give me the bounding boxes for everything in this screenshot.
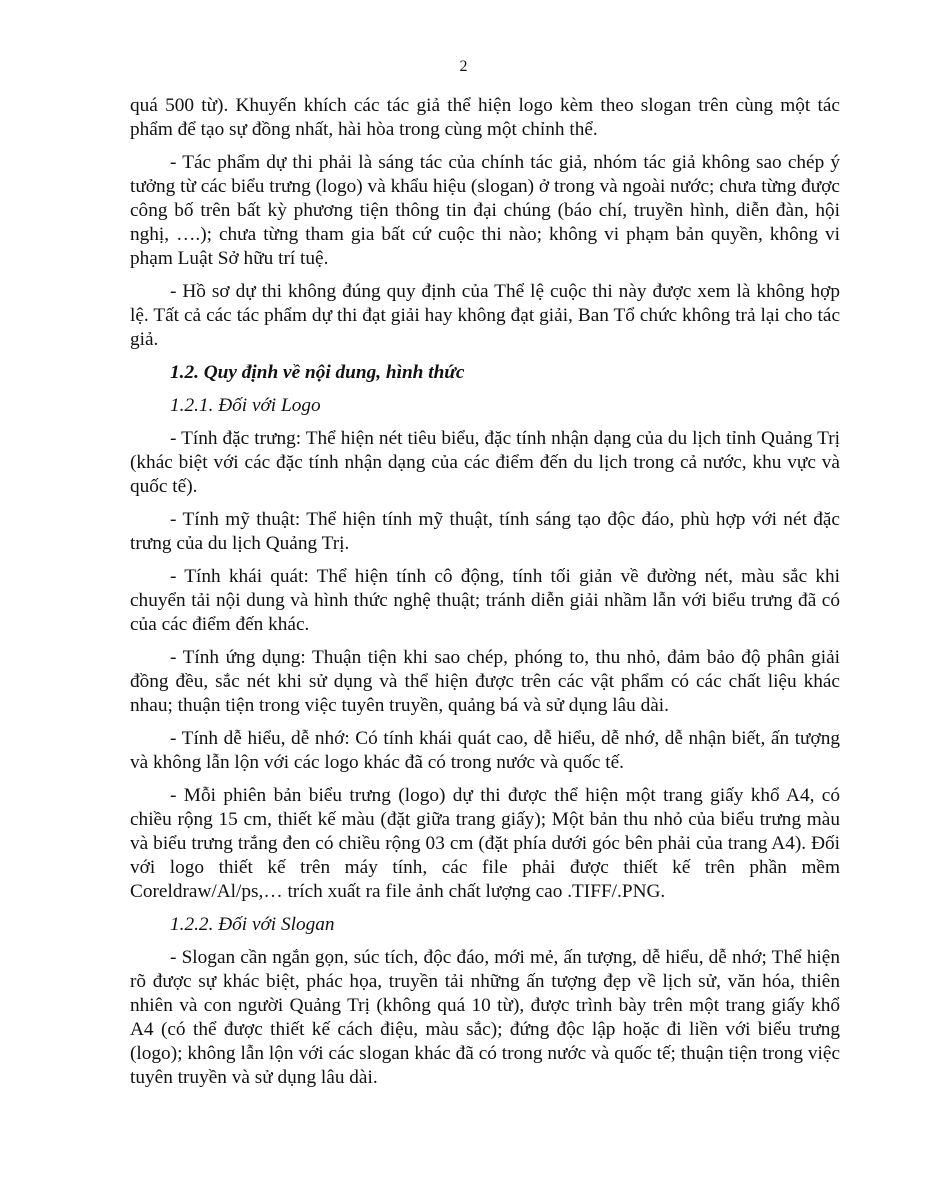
- paragraph-logo-memorability: - Tính dễ hiểu, dễ nhớ: Có tính khái quát cao, dễ hiểu, dễ nhớ, dễ nhận biết, ấn tượng và không lẫn lộn với các logo khác đã có trong nước và quốc tế.: [130, 728, 840, 773]
- subsection-heading-logo: 1.2.1. Đối với Logo: [170, 395, 321, 416]
- paragraph-logo-generality: - Tính khái quát: Thể hiện tính cô động, tính tối giản về đường nét, màu sắc khi chuyển tải nội dung và hình thức nghệ thuật; tránh diễn giải nhầm lẫn với biểu trưng đã có của các điểm đến khác.: [130, 566, 840, 635]
- section-heading-content-form: 1.2. Quy định về nội dung, hình thức: [170, 362, 465, 383]
- paragraph-logo-applicability: - Tính ứng dụng: Thuận tiện khi sao chép, phóng to, thu nhỏ, đảm bảo độ phân giải đồng đều, sắc nét khi sử dụng và thể hiện được trên các vật phẩm có các chất liệu khác nhau; thuận tiện trong việc tuyên truyền, quảng bá và sử dụng lâu dài.: [130, 647, 840, 716]
- document-body: [130, 94, 840, 1099]
- paragraph-continuation: quá 500 từ). Khuyến khích các tác giả thể hiện logo kèm theo slogan trên cùng một tác phẩm để tạo sự đồng nhất, hài hòa trong cùng một chỉnh thể.: [130, 95, 840, 140]
- paragraph-slogan-requirements: - Slogan cần ngắn gọn, súc tích, độc đáo, mới mẻ, ấn tượng, dễ hiểu, dễ nhớ; Thể hiện rõ được sự khác biệt, phác họa, truyền tải những ấn tượng đẹp về lịch sử, văn hóa, thiên nhiên và con người Quảng Trị (không quá 10 từ), được trình bày trên một trang giấy khổ A4 (có thể được thiết kế cách điệu, màu sắc); đứng độc lập hoặc đi liền với biểu trưng (logo); không lẫn lộn với các slogan khác đã có trong nước và quốc tế; thuận tiện trong việc tuyên truyền và sử dụng lâu dài.: [130, 947, 840, 1088]
- page-number: 2: [459, 58, 468, 75]
- paragraph-logo-characteristic: - Tính đặc trưng: Thể hiện nét tiêu biểu, đặc tính nhận dạng của du lịch tỉnh Quảng Trị (khác biệt với các đặc tính nhận dạng của các điểm đến du lịch trong cả nước, khu vực và quốc tế).: [130, 428, 840, 497]
- subsection-heading-slogan: 1.2.2. Đối với Slogan: [170, 914, 335, 935]
- paragraph-invalid-entries: - Hồ sơ dự thi không đúng quy định của Thể lệ cuộc thi này được xem là không hợp lệ. Tất cả các tác phẩm dự thi đạt giải hay không đạt giải, Ban Tổ chức không trả lại cho tác giả.: [130, 281, 840, 350]
- paragraph-logo-format: - Mỗi phiên bản biểu trưng (logo) dự thi được thể hiện một trang giấy khổ A4, có chiều rộng 15 cm, thiết kế màu (đặt giữa trang giấy); Một bản thu nhỏ của biểu trưng màu và biểu trưng trắng đen có chiều rộng 03 cm (đặt phía dưới góc bên phải của trang A4). Đối với logo thiết kế trên máy tính, các file phải được thiết kế trên phần mềm Coreldraw/Al/ps,… trích xuất ra file ảnh chất lượng cao .TIFF/.PNG.: [130, 785, 840, 902]
- paragraph-logo-aesthetic: - Tính mỹ thuật: Thể hiện tính mỹ thuật, tính sáng tạo độc đáo, phù hợp với nét đặc trưng của du lịch Quảng Trị.: [130, 509, 840, 554]
- paragraph-originality: - Tác phẩm dự thi phải là sáng tác của chính tác giả, nhóm tác giả không sao chép ý tưởng từ các biểu trưng (logo) và khẩu hiệu (slogan) ở trong và ngoài nước; chưa từng được công bố trên bất kỳ phương tiện thông tin đại chúng (báo chí, truyền hình, diễn đàn, hội nghị, ….); chưa từng tham gia bất cứ cuộc thi nào; không vi phạm bản quyền, không vi phạm Luật Sở hữu trí tuệ.: [130, 152, 840, 269]
